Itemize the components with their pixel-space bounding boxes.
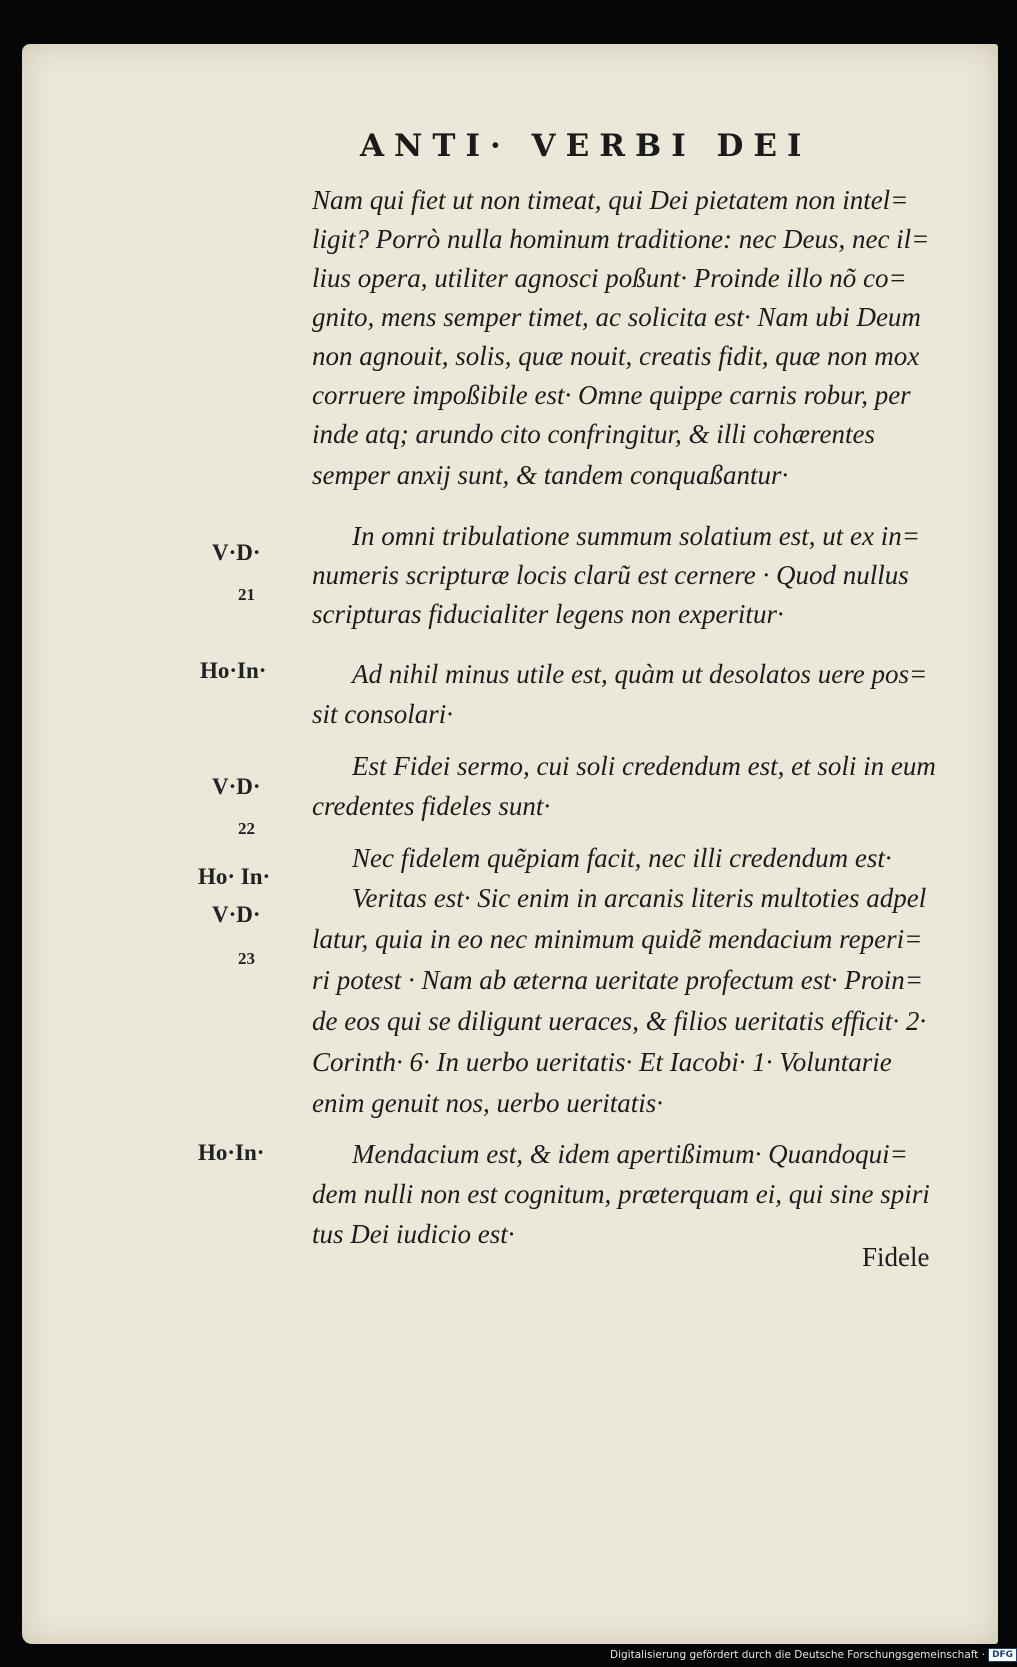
margin-note: 21 bbox=[238, 585, 255, 604]
text-line: corruere impoßibile est· Omne quippe carnis robur, per bbox=[312, 380, 911, 410]
margin-note: Ho·In· bbox=[200, 658, 267, 683]
text-line: In omni tribulatione summum solatium est, ut ex in= bbox=[352, 521, 920, 551]
text-line: Nam qui fiet ut non timeat, qui Dei pietatem non intel= bbox=[312, 185, 909, 215]
margin-note: Ho·In· bbox=[198, 1140, 265, 1165]
text-line: de eos qui se diligunt ueraces, & filios ueritatis efficit· 2· bbox=[312, 1006, 927, 1036]
margin-note: 22 bbox=[238, 819, 255, 838]
text-line: sit consolari· bbox=[312, 699, 454, 729]
text-line: Veritas est· Sic enim in arcanis literis multoties adpel bbox=[352, 883, 927, 913]
margin-note: V·D· bbox=[212, 774, 261, 799]
text-line: ligit? Porrò nulla hominum traditione: nec Deus, nec il= bbox=[312, 224, 930, 254]
text-line: enim genuit nos, uerbo ueritatis· bbox=[312, 1088, 663, 1118]
text-line: tus Dei iudicio est· bbox=[312, 1219, 515, 1249]
text-line: ri potest · Nam ab æterna ueritate profectum est· Proin= bbox=[312, 965, 923, 995]
footer-text: Digitalisierung gefördert durch die Deutsche Forschungsgemeinschaft · bbox=[610, 1649, 986, 1661]
text-line: gnito, mens semper timet, ac solicita est· Nam ubi Deum bbox=[312, 302, 921, 332]
text-line: non agnouit, solis, quæ nouit, creatis fidit, quæ non mox bbox=[312, 341, 920, 371]
digitization-footer bbox=[610, 1648, 1014, 1666]
text-line: Nec fidelem quẽpiam facit, nec illi credendum est· bbox=[352, 843, 892, 873]
margin-note: V·D· bbox=[212, 902, 261, 927]
running-heading: ANTI· VERBI DEI bbox=[360, 128, 812, 164]
margin-note: 23 bbox=[238, 949, 255, 968]
text-line: numeris scripturæ locis clarũ est cernere · Quod nullus bbox=[312, 560, 909, 590]
margin-note: V·D· bbox=[212, 540, 261, 565]
text-line: latur, quia in eo nec minimum quidẽ mendacium reperi= bbox=[312, 924, 923, 954]
text-line: semper anxij sunt, & tandem conquaßantur· bbox=[312, 460, 789, 490]
text-line: Corinth· 6· In uerbo ueritatis· Et Iacobi· 1· Voluntarie bbox=[312, 1047, 892, 1077]
dfg-logo-icon: DFG bbox=[988, 1648, 1017, 1662]
text-line: lius opera, utiliter agnosci poßunt· Proinde illo nõ co= bbox=[312, 263, 907, 293]
text-line: scripturas fiducialiter legens non experitur· bbox=[312, 599, 784, 629]
text-line: credentes fideles sunt· bbox=[312, 791, 551, 821]
text-line: inde atq; arundo cito confringitur, & illi cohærentes bbox=[312, 419, 875, 449]
catchword: Fidele bbox=[862, 1242, 930, 1272]
text-line: dem nulli non est cognitum, præterquam ei, qui sine spiri bbox=[312, 1179, 930, 1209]
margin-note: Ho· In· bbox=[198, 864, 271, 889]
text-line: Ad nihil minus utile est, quàm ut desolatos uere pos= bbox=[352, 659, 928, 689]
text-line: Est Fidei sermo, cui soli credendum est, et soli in eum bbox=[352, 751, 936, 781]
text-line: Mendacium est, & idem apertißimum· Quandoqui= bbox=[352, 1139, 908, 1169]
